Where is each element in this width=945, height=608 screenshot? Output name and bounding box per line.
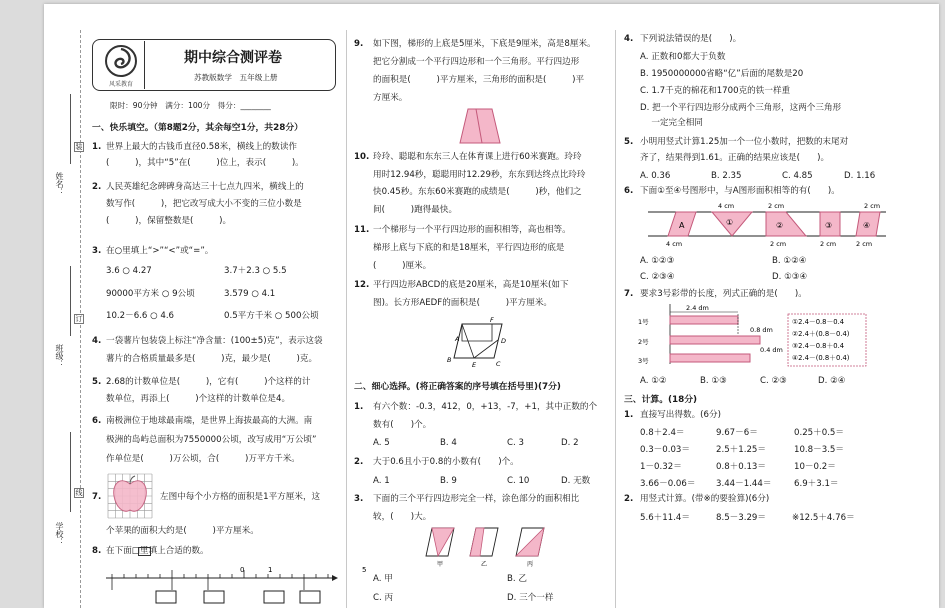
page-subtitle: 苏教版数学 五年级上册 <box>194 73 278 82</box>
parallelogram-abcd-figure <box>446 314 510 370</box>
calc-item: 0.3－0.03＝ <box>640 445 690 455</box>
q5-line: 数单位，再添上( )个这样的计数单位是4。 <box>106 394 291 404</box>
q2-line: 数写作( )，把它改写成大小不变的三位小数是 <box>106 199 302 209</box>
ribbon-label: 3号 <box>638 357 649 365</box>
name-line <box>70 94 71 164</box>
q-number: 1. <box>354 402 364 412</box>
calc-item: 3.66－0.06＝ <box>640 479 696 489</box>
choice-option[interactable]: A. 5 <box>373 438 390 448</box>
shape-label: ① <box>726 218 734 227</box>
calc-item: 0.8＋0.13＝ <box>716 462 766 472</box>
c4-line: 下列说法错误的是( )。 <box>640 34 742 44</box>
q11-line: 梯形上底与下底的和是18厘米，平行四边形的底是 <box>373 243 565 253</box>
q1-line: ( )，其中“5”在( )位上，表示( )。 <box>106 158 304 168</box>
formula-choice: ①2.4－0.8－0.4 <box>792 318 845 326</box>
choice-option[interactable]: C. 10 <box>507 476 530 486</box>
shape-label: ③ <box>825 221 833 230</box>
c7-line: 要求3号彩带的长度，列式正确的是( )。 <box>640 289 807 299</box>
school-line <box>70 432 71 512</box>
choice-option[interactable]: D. 1.16 <box>844 171 876 181</box>
shape-label: ② <box>776 221 784 230</box>
c6-line: 下面①至④号图形中，与A图形面积相等的有( )。 <box>640 186 840 196</box>
formula-choice: ③2.4－0.8＋0.4 <box>792 342 845 350</box>
column-divider <box>346 30 347 608</box>
q9-line: 的面积是( )平方厘米，三角形的面积是( )平 <box>373 75 585 85</box>
dimension-label: 4 cm <box>718 202 735 210</box>
q7-line: 左图中每个小方格的面积是1平方厘米，这 <box>160 492 321 502</box>
q-number: 8. <box>92 546 102 556</box>
tick-label: 0 <box>240 566 245 574</box>
q6-line: 极洲的岛屿总面积为7550000公顷，改写成用“万公顷” <box>106 435 317 445</box>
answer-box[interactable] <box>300 591 320 603</box>
answer-box[interactable] <box>156 591 176 603</box>
q3-line: 在○里填上“>”“<”或“=”。 <box>106 246 214 256</box>
calc-item: ※12.5＋4.76＝ <box>792 513 855 523</box>
point-label: A <box>455 335 460 343</box>
choice-option[interactable]: D. 2 <box>561 438 579 448</box>
choice-option[interactable]: D. ②④ <box>818 376 846 386</box>
dimension-label: 2 cm <box>820 240 837 248</box>
ribbon-label: 2号 <box>638 338 649 346</box>
figure-label: 甲 <box>437 561 444 568</box>
choice-option[interactable]: B. ①③ <box>700 376 727 386</box>
calc-item: 9.67－6＝ <box>716 428 758 438</box>
name-label: 姓名： <box>55 172 64 196</box>
q10-line: 玲玲、聪聪和东东三人在体育课上进行60米赛跑。玲玲 <box>373 152 582 162</box>
q4-line: 薯片的合格质量最多是( )克，最少是( )克。 <box>106 354 318 364</box>
c2-line: 大于0.6且小于0.8的小数有( )个。 <box>373 457 519 467</box>
dimension-label: 2 cm <box>856 240 873 248</box>
choice-option[interactable]: A. ①② <box>640 376 667 386</box>
column-divider <box>615 30 616 608</box>
section-1-title: 一、快乐填空。（第8题2分，其余每空1分，共28分） <box>92 123 303 133</box>
q10-line: 快0.45秒。东东60米赛跑的成绩是( )秒，他们之 <box>373 187 582 197</box>
compare-item: 90000平方米 ○ 9公顷 <box>106 289 195 299</box>
choice-option-continued: 一定完全相同 <box>640 118 703 128</box>
ribbon-figure <box>638 300 868 368</box>
dimension-label: 2 cm <box>770 240 787 248</box>
q1-line: 世界上最大的古钱币直径0.58米，横线上的数读作 <box>106 142 298 152</box>
shape-label: ④ <box>863 221 871 230</box>
class-line <box>70 266 71 336</box>
exam-sheet <box>44 4 939 608</box>
calc-item: 0.25＋0.5＝ <box>794 428 844 438</box>
q4-line: 一袋薯片包装袋上标注“净含量：(100±5)克”，表示这袋 <box>106 336 323 346</box>
choice-option[interactable]: A. ①②③ <box>640 256 675 266</box>
choice-option[interactable]: A. 1 <box>373 476 390 486</box>
calc-item: 3.44－1.44＝ <box>716 479 772 489</box>
q-number: 5. <box>92 377 102 387</box>
point-label: D <box>501 337 507 345</box>
q2-line: ( )，保留整数是( )。 <box>106 216 232 226</box>
choice-option[interactable]: B. 9 <box>440 476 457 486</box>
q11-line: 一个梯形与一个平行四边形的面积相等，高也相等。 <box>373 225 571 235</box>
choice-option[interactable]: B. 乙 <box>507 574 527 584</box>
figure-label: 丙 <box>527 561 534 568</box>
choice-option[interactable]: D. 三个一样 <box>507 593 554 603</box>
choice-option[interactable]: B. ①②④ <box>772 256 807 266</box>
ribbon-label: 1号 <box>638 318 649 326</box>
school-label: 学校： <box>55 522 64 546</box>
shape-label: A <box>679 221 685 230</box>
q-number: 6. <box>624 186 634 196</box>
choice-option[interactable]: C. ②③ <box>760 376 787 386</box>
q-number: 7. <box>92 492 102 502</box>
title-divider <box>144 41 145 89</box>
binding-mark: 订 <box>75 315 83 323</box>
q10-line: 用时12.94秒，聪聪用时12.29秒，东东到达终点比玲玲 <box>373 170 586 180</box>
choice-option[interactable]: C. 1.7千克的棉花和1700克的铁一样重 <box>640 86 791 96</box>
q-number: 4. <box>624 34 634 44</box>
figure-label: 乙 <box>481 561 488 568</box>
q11-line: ( )厘米。 <box>373 261 432 271</box>
calc-item: 10－0.2＝ <box>794 462 836 472</box>
dimension-label: 2 cm <box>864 202 881 210</box>
q9-line: 把它分割成一个平行四边形和一个三角形。平行四边形 <box>373 57 580 67</box>
q-number: 3. <box>354 494 364 504</box>
q12-line: 图)。长方形AEDF的面积是( )平方厘米。 <box>373 298 553 308</box>
dimension-label: 4 cm <box>666 240 683 248</box>
section-3-title: 三、计算。(18分) <box>624 395 698 405</box>
compare-item: 0.5平方千米 ○ 500公顷 <box>224 311 319 321</box>
c5-line: 小明用竖式计算1.25加一个一位小数时，把数的末尾对 <box>640 137 849 147</box>
q-number: 6. <box>92 416 102 426</box>
q-number: 10. <box>354 152 370 162</box>
section-2-title: 二、细心选择。(将正确答案的序号填在括号里)(7分) <box>354 382 561 392</box>
ribbon-dimension: 0.8 dm <box>750 326 773 334</box>
q10-line: 间( )跑得最快。 <box>373 205 458 215</box>
q8-line: 在下面□里填上合适的数。 <box>106 546 209 556</box>
answer-box[interactable] <box>204 591 224 603</box>
choice-option[interactable]: C. 3 <box>507 438 524 448</box>
k2-line: 用竖式计算。(带※的要验算)(6分) <box>640 494 770 504</box>
choice-option[interactable]: B. 2.35 <box>711 171 742 181</box>
three-parallelograms-figure <box>426 526 552 568</box>
choice-option[interactable]: A. 正数和0都大于负数 <box>640 52 726 62</box>
calc-item: 10.8－3.5＝ <box>794 445 844 455</box>
apple-grid-figure <box>106 472 156 520</box>
choice-option[interactable]: C. ②③④ <box>640 272 675 282</box>
class-label: 班级： <box>55 344 64 368</box>
q-number: 11. <box>354 225 370 235</box>
q6-line: 南极洲位于地球最南端，是世界上海拔最高的大洲。南 <box>106 416 313 426</box>
tick-label: 1 <box>268 566 273 574</box>
ribbon-dimension: 0.4 dm <box>760 346 783 354</box>
calc-item: 2.5＋1.25＝ <box>716 445 766 455</box>
brand-text: 风采教育 <box>108 81 134 88</box>
q-number: 7. <box>624 289 634 299</box>
q12-line: 平行四边形ABCD的底是20厘米，高是10厘米(如下 <box>373 280 569 290</box>
point-label: B <box>447 356 452 364</box>
formula-choice: ④2.4－(0.8＋0.4) <box>792 354 850 362</box>
k1-line: 直接写出得数。(6分) <box>640 410 721 420</box>
compare-item: 10.2－6.6 ○ 4.6 <box>106 311 175 321</box>
calc-item: 8.5－3.29＝ <box>716 513 766 523</box>
q-number: 4. <box>92 336 102 346</box>
q5-line: 2.68的计数单位是( )，它有( )个这样的计 <box>106 377 311 387</box>
q-number: 1. <box>624 410 634 420</box>
choice-option[interactable]: A. 0.36 <box>640 171 671 181</box>
choice-option[interactable]: D. 无数 <box>561 476 591 486</box>
q-number: 2. <box>624 494 634 504</box>
choice-option[interactable]: A. 甲 <box>373 574 393 584</box>
q-number: 5. <box>624 137 634 147</box>
compare-item: 3.6 ○ 4.27 <box>106 266 152 276</box>
number-line <box>104 564 367 608</box>
binding-mark: 线 <box>75 489 83 497</box>
page-title: 期中综合测评卷 <box>184 50 282 66</box>
choice-option[interactable]: B. 4 <box>440 438 457 448</box>
tick-label: 5 <box>362 566 367 574</box>
q9-line: 方厘米。 <box>373 93 408 103</box>
calc-item: 0.8＋2.4＝ <box>640 428 685 438</box>
c1-line: 数有( )个。 <box>373 420 432 430</box>
binding-mark: 装 <box>75 143 83 151</box>
point-label: F <box>490 316 494 324</box>
ribbon-dimension: 2.4 dm <box>686 304 709 312</box>
calc-item: 5.6＋11.4＝ <box>640 513 690 523</box>
trapezoid-figure <box>456 107 504 145</box>
q-number: 2. <box>354 457 364 467</box>
point-label: C <box>496 360 501 368</box>
choice-option[interactable]: C. 丙 <box>373 593 394 603</box>
answer-box[interactable] <box>264 591 284 603</box>
c3-line: 较，( )大。 <box>373 512 432 522</box>
q6-line: 作单位是( )万公顷，合( )万平方千米。 <box>106 454 300 464</box>
dimension-label: 2 cm <box>768 202 785 210</box>
c5-line: 齐了，结果得到1.61。正确的结果应该是( )。 <box>640 153 830 163</box>
q9-line: 如下图，梯形的上底是5厘米，下底是9厘米，高是8厘米。 <box>373 39 596 49</box>
c1-line: 有六个数：-0.3，412，0，+13，-7，+1，其中正数的个 <box>373 402 598 412</box>
choice-option[interactable]: C. 4.85 <box>782 171 813 181</box>
choice-option[interactable]: D. 把一个平行四边形分成两个三角形，这两个三角形 <box>640 103 842 113</box>
compare-item: 3.579 ○ 4.1 <box>224 289 276 299</box>
point-label: E <box>472 361 477 369</box>
q-number: 9. <box>354 39 364 49</box>
q-number: 2. <box>92 182 102 192</box>
q-number: 3. <box>92 246 102 256</box>
q-number: 12. <box>354 280 370 290</box>
calc-item: 1－0.32＝ <box>640 462 682 472</box>
q2-line: 人民英雄纪念碑碑身高达三十七点九四米，横线上的 <box>106 182 304 192</box>
calc-item: 6.9＋3.1＝ <box>794 479 839 489</box>
choice-option[interactable]: B. 1950000000省略“亿”后面的尾数是20 <box>640 69 804 79</box>
q7-line: 个苹果的面积大约是( )平方厘米。 <box>106 526 259 536</box>
formula-choice: ②2.4＋(0.8－0.4) <box>792 330 850 338</box>
c3-line: 下面的三个平行四边形完全一样，涂色部分的面积相比 <box>373 494 580 504</box>
q-number: 1. <box>92 142 102 152</box>
compare-item: 3.7＋2.3 ○ 5.5 <box>224 266 287 276</box>
exam-meta: 限时：90分钟 满分：100分 得分：________ <box>110 101 271 110</box>
area-shapes-figure <box>640 198 890 250</box>
answer-box[interactable] <box>138 547 151 556</box>
choice-option[interactable]: D. ①③④ <box>772 272 808 282</box>
brand-logo <box>99 41 143 89</box>
